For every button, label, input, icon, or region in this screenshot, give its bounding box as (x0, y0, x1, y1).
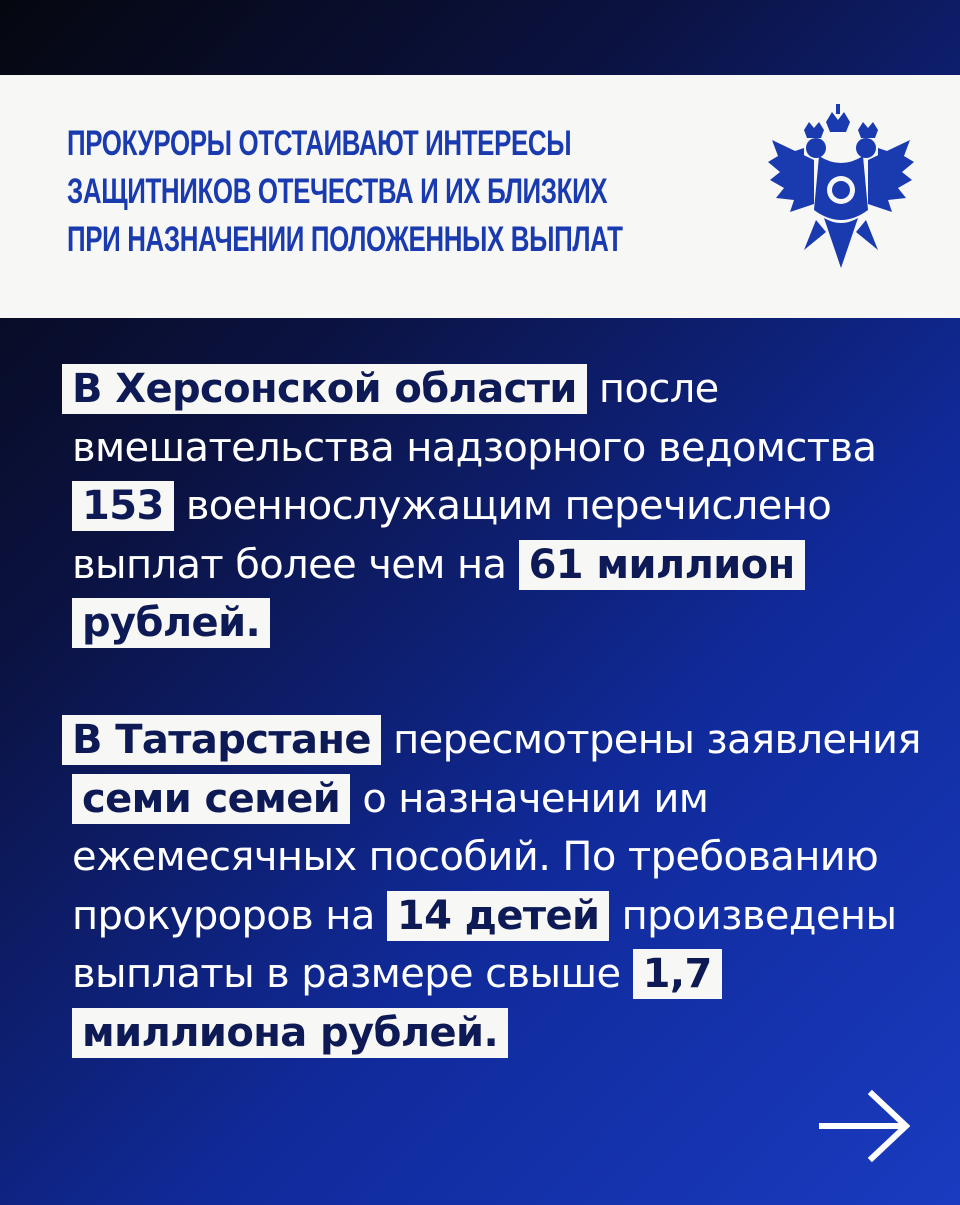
main-content (72, 360, 932, 1062)
paragraph-tatarstan (72, 711, 932, 1062)
paragraph-text: военнослужащим перечислено выплат более чем на (72, 483, 832, 588)
paragraph-text: после вмешательства надзорного ведомства (72, 366, 877, 471)
title-line-2: ЗАЩИТНИКОВ ОТЕЧЕСТВА И ИХ БЛИЗКИХ (67, 172, 608, 211)
paragraph-text: пересмотрены заявления (393, 717, 921, 763)
highlight-count: 153 (72, 481, 174, 531)
arrow-right-icon[interactable] (818, 1090, 910, 1162)
highlight-amount: 1,7 миллиона рублей. (72, 949, 722, 1058)
title-line-1: ПРОКУРОРЫ ОТСТАИВАЮТ ИНТЕРЕСЫ (67, 124, 572, 163)
paragraph-text: произведены выплаты в размере свыше (72, 892, 897, 997)
title-line-3: ПРИ НАЗНАЧЕНИИ ПОЛОЖЕННЫХ ВЫПЛАТ (67, 220, 623, 259)
highlight-children: 14 детей (387, 891, 610, 941)
highlight-amount: 61 миллион рублей. (72, 540, 805, 649)
page-title (67, 120, 623, 264)
paragraph-kherson (72, 360, 932, 653)
highlight-region-kherson: В Херсонской области (62, 364, 587, 414)
paragraph-text: о назначении им ежемесячных пособий. По требованию прокуроров на (72, 775, 879, 939)
highlight-region-tatarstan: В Татарстане (62, 715, 381, 765)
double-headed-eagle-icon (764, 100, 918, 275)
highlight-families: семи семей (72, 774, 350, 824)
